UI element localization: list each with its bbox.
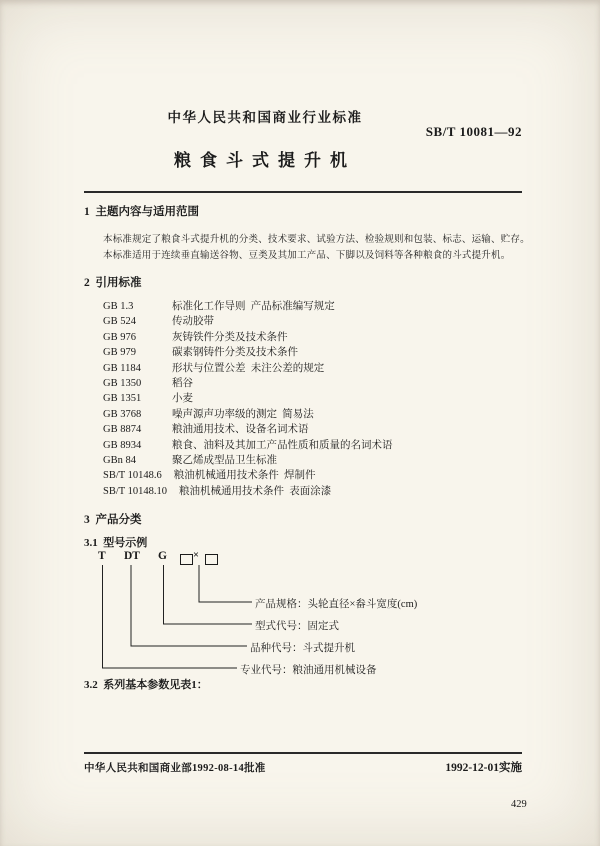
reference-title: 粮油机械通用技术条件 表面涂漆 bbox=[178, 485, 332, 497]
reference-item bbox=[103, 422, 393, 437]
section2-heading: 2 引用标准 bbox=[84, 277, 142, 289]
model-code-variety-symbol: DT bbox=[124, 550, 140, 562]
reference-code: GB 524 bbox=[103, 316, 136, 328]
reference-code: GB 8934 bbox=[103, 439, 142, 451]
reference-title: 粮油通用技术、设备名词术语 bbox=[172, 424, 309, 436]
reference-title: 粮油机械通用技术条件 焊制件 bbox=[173, 470, 316, 482]
reference-item bbox=[103, 299, 393, 314]
reference-code: GB 979 bbox=[103, 347, 136, 359]
diagram-label-product-spec: 产品规格：头轮直径×畚斗宽度(cm) bbox=[255, 599, 418, 610]
reference-item bbox=[103, 361, 393, 376]
reference-code: GB 1351 bbox=[103, 393, 142, 405]
reference-item bbox=[103, 407, 393, 422]
multiply-sign: × bbox=[193, 550, 199, 561]
reference-code: GB 1184 bbox=[103, 362, 141, 374]
section3-1-heading: 3.1 型号示例 bbox=[84, 537, 148, 549]
reference-item bbox=[103, 438, 393, 453]
reference-title: 噪声源声功率级的测定 简易法 bbox=[172, 408, 314, 420]
reference-title: 灰铸铁件分类及技术条件 bbox=[172, 331, 288, 343]
section1-heading: 1 主题内容与适用范围 bbox=[84, 206, 199, 218]
reference-code: SB/T 10148.10 bbox=[103, 485, 167, 497]
reference-list bbox=[103, 299, 393, 499]
reference-item bbox=[103, 468, 393, 483]
reference-title: 碳素钢铸件分类及技术条件 bbox=[172, 347, 298, 359]
reference-code: GBn 84 bbox=[103, 454, 136, 466]
reference-title: 传动胶带 bbox=[172, 316, 214, 328]
section3-2-heading: 3.2 系列基本参数见表1： bbox=[84, 679, 208, 691]
diagram-label-variety-code: 品种代号：斗式提升机 bbox=[250, 643, 355, 654]
reference-code: GB 3768 bbox=[103, 408, 142, 420]
model-code-profession-symbol: T bbox=[98, 550, 106, 562]
footer-divider bbox=[84, 752, 522, 754]
reference-code: GB 1.3 bbox=[103, 301, 134, 312]
reference-item bbox=[103, 330, 393, 345]
reference-title: 稻谷 bbox=[172, 377, 193, 389]
section1-paragraph-line2: 本标准适用于连续垂直输送谷物、豆类及其加工产品、下脚以及饲料等各种粮食的斗式提升机。 bbox=[103, 251, 511, 261]
implementation-date: 1992-12-01实施 bbox=[445, 762, 522, 774]
header-divider bbox=[84, 191, 522, 193]
reference-item bbox=[103, 376, 393, 391]
model-code-type-symbol: G bbox=[158, 550, 167, 562]
reference-title: 标准化工作导则 产品标准编写规定 bbox=[172, 301, 335, 312]
section1-paragraph-line1: 本标准规定了粮食斗式提升机的分类、技术要求、试验方法、检验规则和包装、标志、运输、贮存。 bbox=[103, 235, 530, 245]
standard-authority-label: 中华人民共和国商业行业标准 bbox=[167, 110, 363, 125]
section3-heading: 3 产品分类 bbox=[84, 514, 142, 526]
diagram-label-profession-code: 专业代号：粮油通用机械设备 bbox=[240, 665, 377, 676]
spec-placeholder-box bbox=[180, 554, 193, 565]
spec-placeholder-box bbox=[205, 554, 218, 565]
reference-item bbox=[103, 453, 393, 468]
approval-statement: 中华人民共和国商业部1992-08-14批准 bbox=[84, 763, 266, 774]
reference-title: 小麦 bbox=[172, 393, 193, 405]
reference-code: GB 1350 bbox=[103, 377, 142, 389]
reference-code: GB 8874 bbox=[103, 424, 142, 436]
document-title: 粮食斗式提升机 bbox=[174, 151, 356, 170]
reference-item bbox=[103, 484, 393, 499]
reference-item bbox=[103, 314, 393, 329]
diagram-label-type-code: 型式代号：固定式 bbox=[255, 621, 339, 632]
standard-number: SB/T 10081—92 bbox=[425, 124, 522, 139]
reference-item bbox=[103, 345, 393, 360]
reference-code: GB 976 bbox=[103, 331, 136, 343]
reference-title: 粮食、油料及其加工产品性质和质量的名词术语 bbox=[172, 439, 393, 451]
page-number: 429 bbox=[511, 799, 527, 810]
reference-code: SB/T 10148.6 bbox=[103, 470, 162, 482]
reference-title: 形状与位置公差 未注公差的规定 bbox=[172, 362, 325, 374]
reference-title: 聚乙烯成型品卫生标准 bbox=[172, 454, 277, 466]
reference-item bbox=[103, 391, 393, 406]
